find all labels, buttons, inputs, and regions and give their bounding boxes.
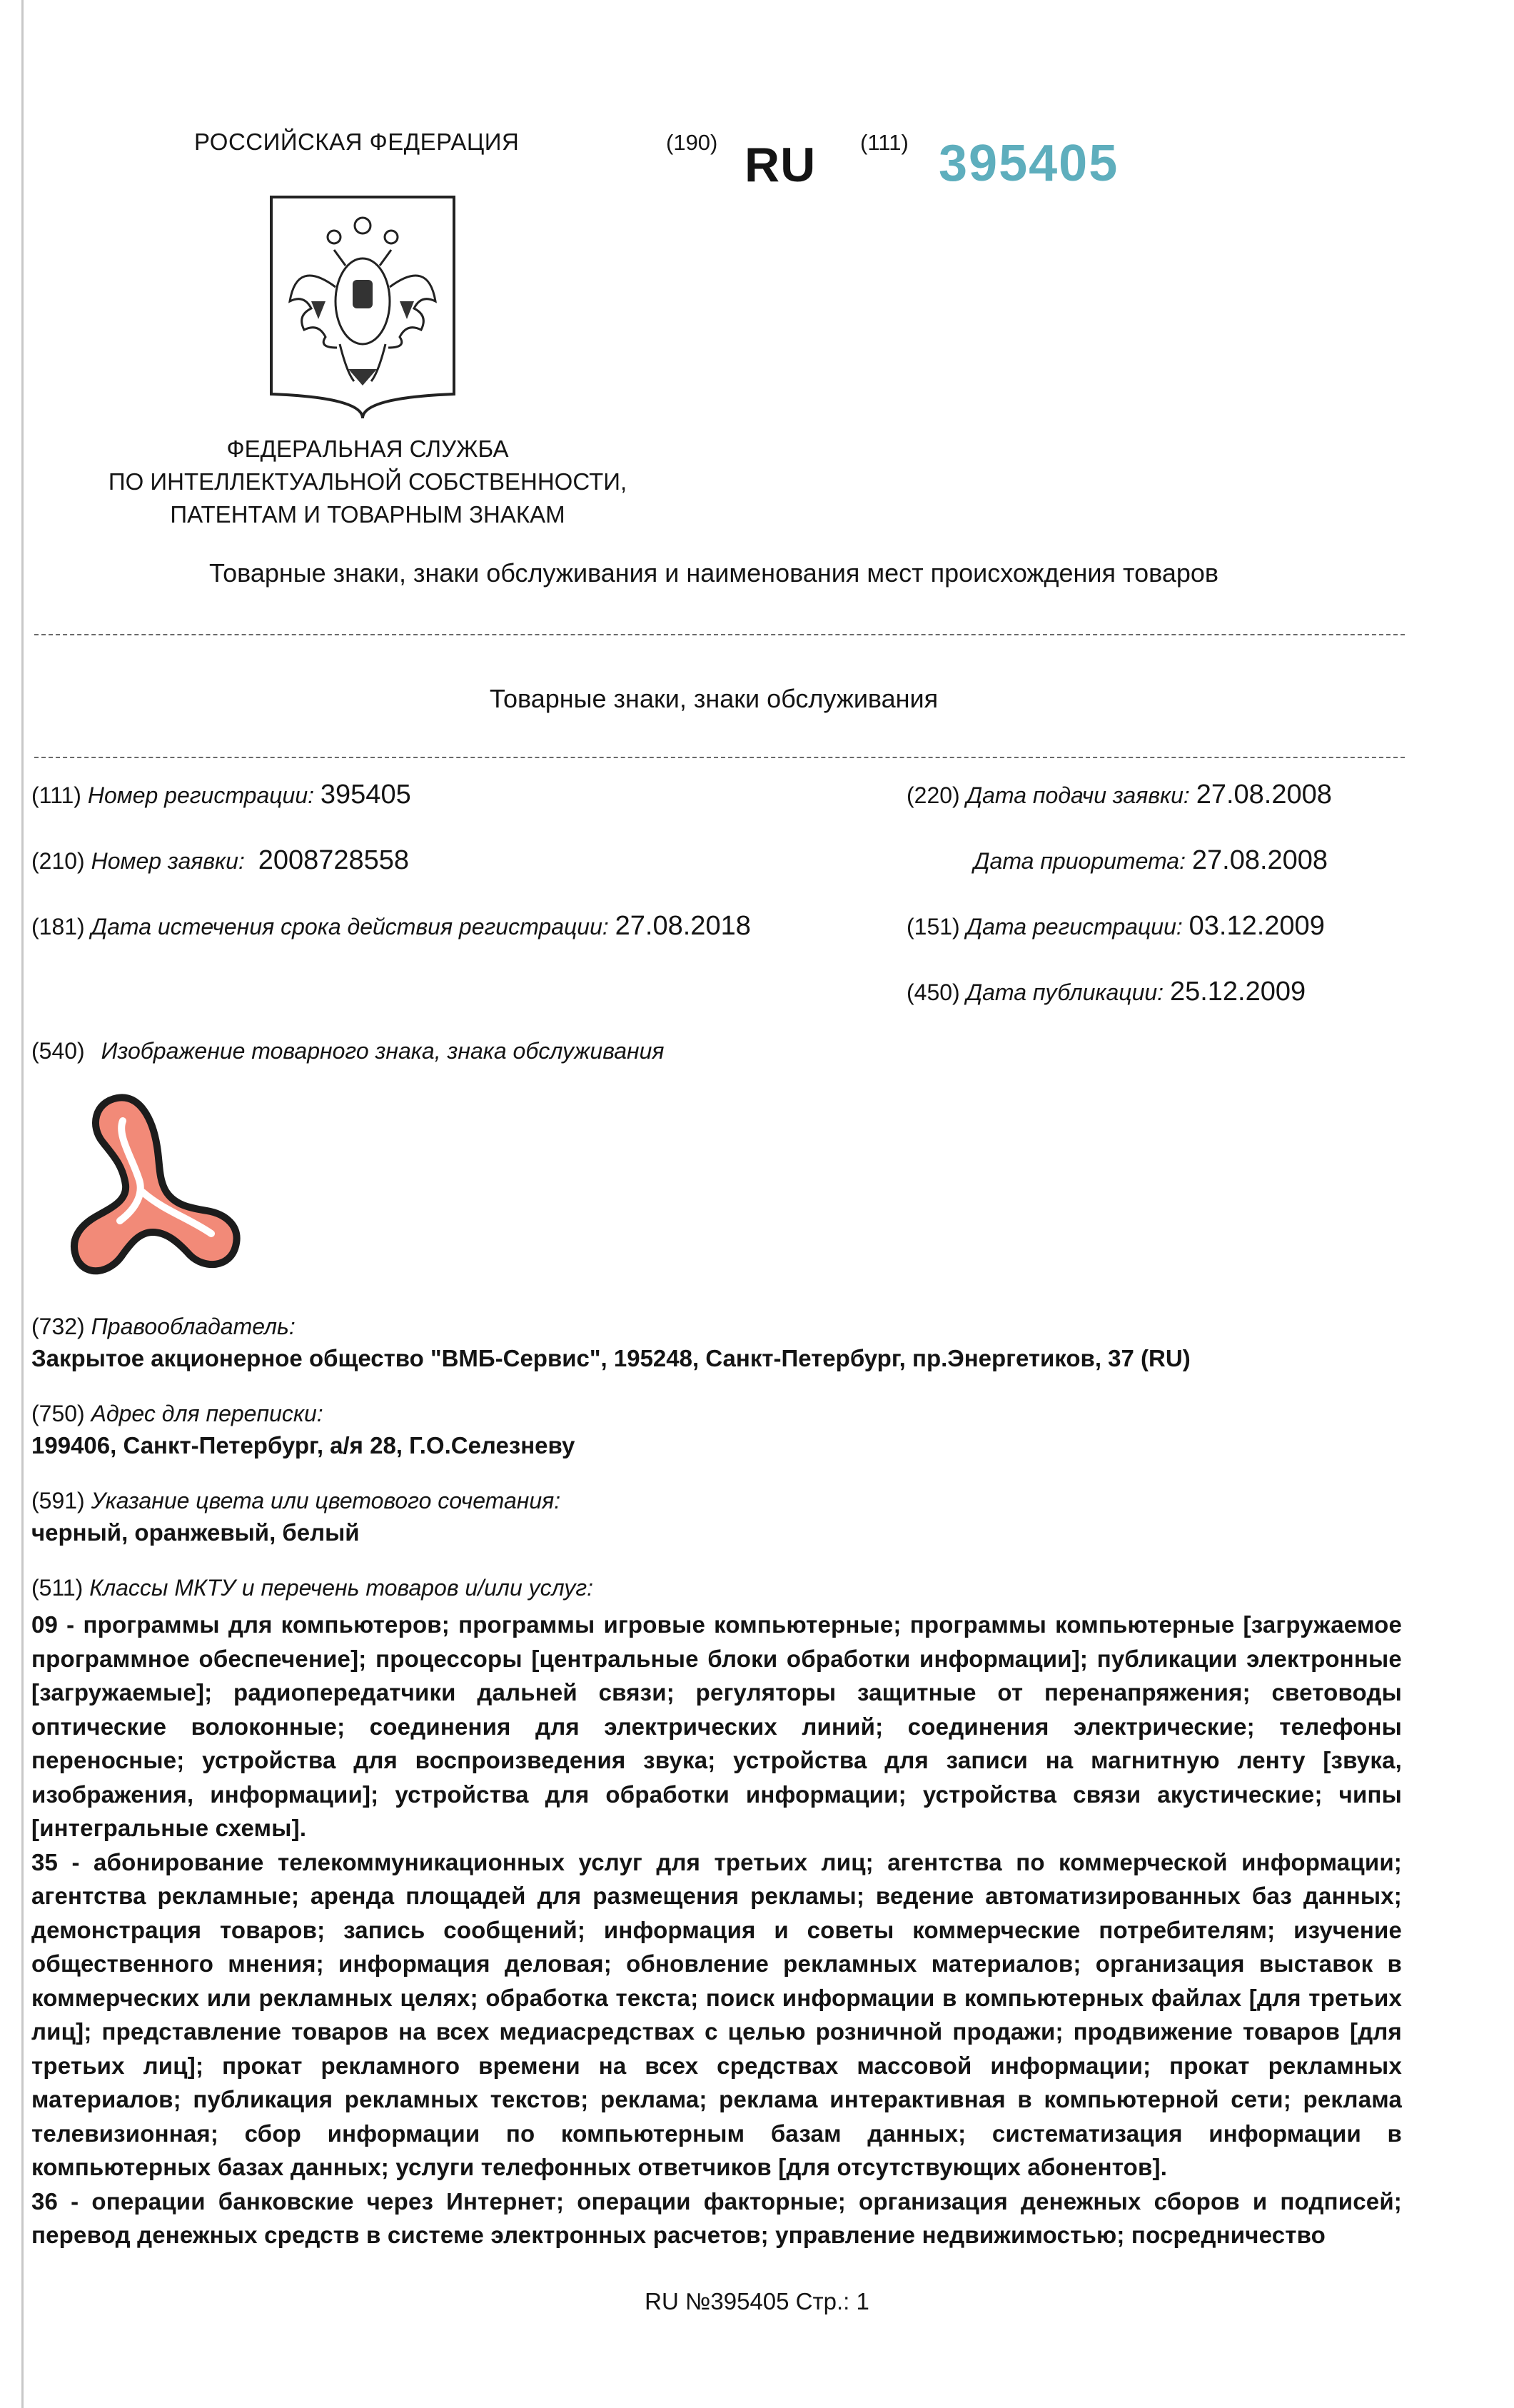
agency-name <box>71 433 664 531</box>
colors-value: черный, оранжевый, белый <box>31 1519 360 1546</box>
field-label: Изображение товарного знака, знака обслуживания <box>101 1038 665 1064</box>
field-value: 27.08.2008 <box>1196 780 1332 810</box>
field-code: (450) <box>907 979 960 1005</box>
agency-line-2: ПО ИНТЕЛЛЕКТУАЛЬНОЙ СОБСТВЕННОСТИ, <box>108 468 627 495</box>
field-label: Номер регистрации: <box>87 782 315 808</box>
code-111: (111) <box>860 130 909 155</box>
field-label: Дата публикации: <box>966 979 1164 1005</box>
field-value: 03.12.2009 <box>1189 911 1325 941</box>
field-code: (591) <box>31 1488 85 1513</box>
field-label: Номер заявки: <box>91 848 245 874</box>
country-code-ru: RU <box>745 138 817 192</box>
field-label: Классы МКТУ и перечень товаров и/или услуг: <box>89 1575 593 1601</box>
divider-bottom <box>34 757 1405 758</box>
field-label: Правообладатель: <box>91 1314 296 1339</box>
coat-of-arms-emblem <box>268 194 457 421</box>
agency-line-1: ФЕДЕРАЛЬНАЯ СЛУЖБА <box>226 435 509 462</box>
class-35-text: 35 - абонирование телекоммуникационных услуг для третьих лиц; агентства по коммерческой информации; агентства рекламные; аренда площадей для размещения рекламы; ведение автоматизированных баз данных; демонстрация товаров; запись сообщений; информация и советы коммерческие потребителям; изучение общественного мнения; информация деловая; обновление рекламных материалов; организация выставок в коммерческих или рекламных целях; обработка текста; поиск информации в компьютерных файлах [для третьих лиц]; представление товаров на всех медиасредствах с целью розничной продажи; продвижение товаров [для третьих лиц]; прокат рекламного времени на всех средствах массовой информации; прокат рекламных материалов; публикация рекламных текстов; реклама; реклама интерактивная в компьютерной сети; реклама телевизионная; сбор информации по компьютерным базам данных; систематизация информации в компьютерных базах данных; услуги телефонных ответчиков [для отсутствующих абонентов]. <box>31 1848 1402 2180</box>
field-value: 2008728558 <box>258 845 410 875</box>
field-filing-date <box>907 780 1332 810</box>
country-name: РОССИЙСКАЯ ФЕДЕРАЦИЯ <box>194 129 520 155</box>
correspondence-label <box>31 1401 323 1427</box>
field-code: (210) <box>31 848 85 874</box>
field-code: (151) <box>907 914 960 939</box>
field-label: Дата подачи заявки: <box>966 782 1190 808</box>
field-application-number <box>31 845 409 876</box>
divider-top <box>34 634 1405 635</box>
field-label: Указание цвета или цветового сочетания: <box>91 1488 561 1513</box>
field-code: (111) <box>31 782 81 808</box>
image-section-label <box>31 1038 665 1064</box>
page-footer: RU №395405 Стр.: 1 <box>645 2288 869 2314</box>
field-label: Дата регистрации: <box>966 914 1183 939</box>
section-title: Товарные знаки, знаки обслуживания <box>489 684 939 713</box>
field-value: 27.08.2008 <box>1191 845 1328 875</box>
field-registration-date <box>907 911 1325 942</box>
class-36-text: 36 - операции банковские через Интернет; операции факторные; организация денежных сборов и подписей; перевод денежных средств в системе электронных расчетов; управление недвижимостью; посредничество <box>31 2187 1402 2248</box>
correspondence-value: 199406, Санкт-Петербург, а/я 28, Г.О.Селезневу <box>31 1432 575 1459</box>
field-value: 395405 <box>320 780 411 810</box>
field-label: Дата приоритета: <box>974 848 1186 874</box>
field-label: Адрес для переписки: <box>91 1401 323 1426</box>
field-priority-date <box>974 845 1328 876</box>
field-code: (732) <box>31 1314 85 1339</box>
field-code: (540) <box>31 1038 85 1064</box>
field-code: (220) <box>907 782 960 808</box>
classes-list <box>31 1608 1402 2252</box>
holder-value: Закрытое акционерное общество "ВМБ-Сервис", 195248, Санкт-Петербург, пр.Энергетиков, 37 (RU) <box>31 1345 1191 1371</box>
code-190: (190) <box>666 130 718 155</box>
field-code: (750) <box>31 1401 85 1426</box>
document-type: Товарные знаки, знаки обслуживания и наименования мест происхождения товаров <box>208 558 1219 588</box>
registration-number-header: 395405 <box>939 135 1119 192</box>
classes-label <box>31 1575 593 1601</box>
colors-label <box>31 1488 560 1514</box>
class-09-text: 09 - программы для компьютеров; программы игровые компьютерные; программы компьютерные [загружаемое программное обеспечение]; процессоры [центральные блоки обработки информации]; публикации электронные [загружаемые]; радиопередатчики дальней связи; регуляторы защитные от перенапряжения; световоды оптические волоконные; соединения для электрических линий; соединения электрические; телефоны переносные; устройства для воспроизведения звука; устройства для записи на магнитную ленту [звука, изображения, информации]; устройства для обработки информации; устройства связи акустические; чипы [интегральные схемы]. <box>31 1611 1402 1841</box>
field-code: (511) <box>31 1575 84 1601</box>
field-expiry-date <box>31 911 751 942</box>
field-publication-date <box>907 977 1306 1007</box>
field-value: 25.12.2009 <box>1169 977 1306 1007</box>
field-value: 27.08.2018 <box>615 911 751 941</box>
field-registration-number <box>31 780 411 810</box>
field-code: (181) <box>31 914 85 939</box>
trademark-logo-image <box>43 1085 243 1285</box>
page-edge-line <box>21 0 24 2408</box>
agency-line-3: ПАТЕНТАМ И ТОВАРНЫМ ЗНАКАМ <box>170 501 565 528</box>
holder-label <box>31 1314 296 1340</box>
field-label: Дата истечения срока действия регистрации: <box>91 914 609 939</box>
